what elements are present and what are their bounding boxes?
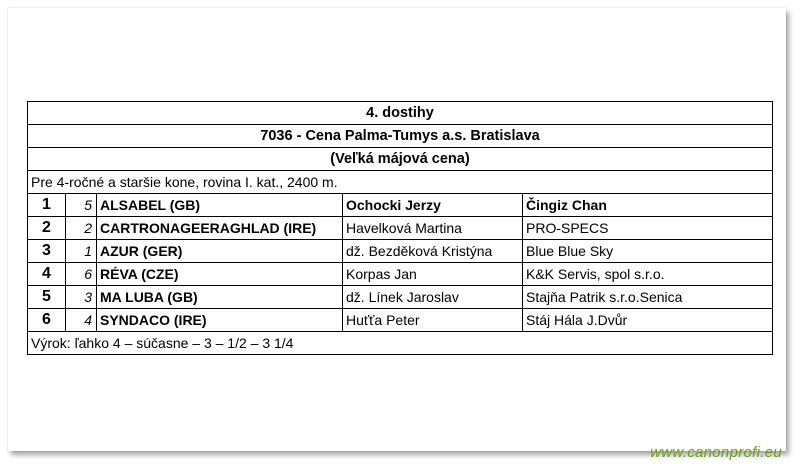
race-conditions: Pre 4-ročné a staršie kone, rovina I. kat., 2400 m. — [28, 171, 773, 194]
saddle-number: 6 — [66, 263, 97, 286]
saddle-number: 5 — [66, 194, 97, 217]
jockey-name: Huťťa Peter — [343, 309, 523, 332]
race-title: 4. dostihy — [28, 102, 773, 125]
finish-position: 2 — [28, 217, 66, 240]
horse-name: ALSABEL (GB) — [97, 194, 343, 217]
owner-name: Stajňa Patrik s.r.o.Senica — [523, 286, 773, 309]
owner-name: PRO-SPECS — [523, 217, 773, 240]
finish-position: 6 — [28, 309, 66, 332]
race-verdict: Výrok: ľahko 4 – súčasne – 3 – 1/2 – 3 1/4 — [28, 332, 773, 355]
owner-name: K&K Servis, spol s.r.o. — [523, 263, 773, 286]
table-row — [28, 194, 773, 217]
jockey-name: dž. Línek Jaroslav — [343, 286, 523, 309]
table-row — [28, 240, 773, 263]
finish-position: 5 — [28, 286, 66, 309]
horse-name: CARTRONAGEERAGHLAD (IRE) — [97, 217, 343, 240]
race-alt-name: (Veľká májová cena) — [28, 148, 773, 171]
saddle-number: 4 — [66, 309, 97, 332]
race-results-table — [27, 101, 773, 355]
horse-name: SYNDACO (IRE) — [97, 309, 343, 332]
table-row — [28, 309, 773, 332]
table-row — [28, 286, 773, 309]
jockey-name: Ochocki Jerzy — [343, 194, 523, 217]
jockey-name: dž. Bezděková Kristýna — [343, 240, 523, 263]
jockey-name: Korpas Jan — [343, 263, 523, 286]
jockey-name: Havelková Martina — [343, 217, 523, 240]
watermark-link[interactable]: www.canonprofi.eu — [650, 444, 782, 461]
owner-name: Čingiz Chan — [523, 194, 773, 217]
finish-position: 4 — [28, 263, 66, 286]
saddle-number: 1 — [66, 240, 97, 263]
owner-name: Blue Blue Sky — [523, 240, 773, 263]
horse-name: AZUR (GER) — [97, 240, 343, 263]
finish-position: 3 — [28, 240, 66, 263]
finish-position: 1 — [28, 194, 66, 217]
horse-name: MA LUBA (GB) — [97, 286, 343, 309]
table-row — [28, 263, 773, 286]
saddle-number: 2 — [66, 217, 97, 240]
table-row — [28, 217, 773, 240]
horse-name: RÉVA (CZE) — [97, 263, 343, 286]
race-name: 7036 - Cena Palma-Tumys a.s. Bratislava — [28, 125, 773, 148]
owner-name: Stáj Hála J.Dvůr — [523, 309, 773, 332]
saddle-number: 3 — [66, 286, 97, 309]
